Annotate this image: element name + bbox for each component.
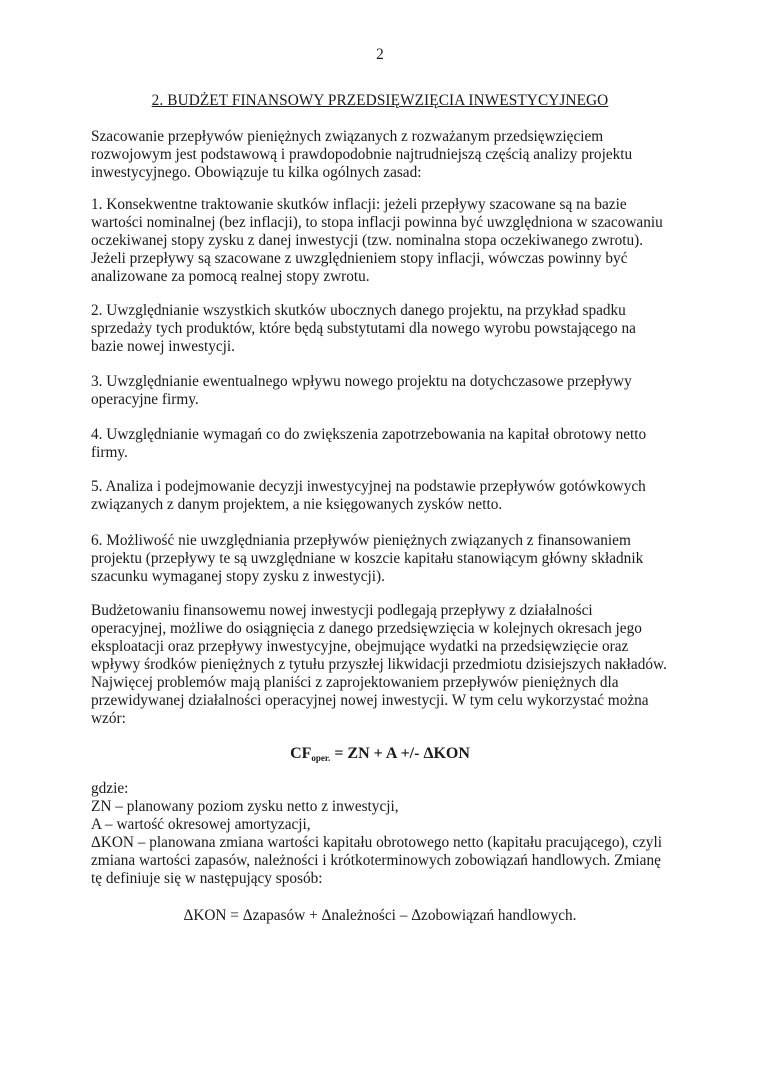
text-line: rozwojowym jest podstawową i prawdopodobnie najtrudniejszą częścią analizy projektu — [91, 146, 633, 163]
text-line: 2. Uwzględnianie wszystkich skutków ubocznych danego projektu, na przykład spadku — [91, 302, 626, 319]
text-line: tę definiuje się w następujący sposób: — [91, 870, 323, 887]
rule-3 — [91, 373, 681, 409]
text-line: oczekiwanej stopy zysku z danej inwestycji (tzw. nominalna stopa oczekiwanego zwrotu). — [91, 232, 644, 249]
text-line: wartości nominalnej (bez inflacji), to stopa inflacji powinna być uwzględniona w szacowaniu — [91, 214, 663, 231]
rule-2 — [91, 302, 681, 356]
cash-flow-formula — [0, 745, 760, 767]
budget-paragraph — [91, 602, 681, 728]
section-heading: 2. BUDŻET FINANSOWY PRZEDSIĘWZIĘCIA INWESTYCYJNEGO — [151, 92, 609, 109]
text-line: gdzie: — [91, 780, 129, 797]
text-line: operacyjnej, możliwe do osiągnięcia z danego przedsięwzięcia w kolejnych okresach jego — [91, 620, 642, 637]
text-line: Jeżeli przepływy są szacowane z uwzględnieniem stopy inflacji, wówczas powinny być — [91, 250, 628, 267]
text-line: szacunku wymaganej stopy zysku z inwestycji). — [91, 568, 385, 585]
page-number: 2 — [376, 46, 384, 63]
text-line: 6. Możliwość nie uwzględniania przepływów pieniężnych związanych z finansowaniem — [91, 532, 631, 549]
formula-lhs: CF — [290, 745, 312, 762]
text-line: projektu (przepływy te są uwzględniane w koszcie kapitału stanowiącym główny składnik — [91, 550, 644, 567]
rule-6 — [91, 532, 681, 586]
definitions — [91, 780, 681, 888]
text-line: Szacowanie przepływów pieniężnych związanych z rozważanym przedsięwzięciem — [91, 128, 604, 145]
text-line: wzór: — [91, 710, 126, 727]
text-line: 4. Uwzględnianie wymagań co do zwiększenia zapotrzebowania na kapitał obrotowy netto — [91, 426, 647, 443]
formula-lhs-subscript: oper. — [311, 753, 331, 763]
text-line: A – wartość okresowej amortyzacji, — [91, 816, 311, 833]
text-line: przewidywanej działalności operacyjnej nowej inwestycji. W tym celu wykorzystać można — [91, 692, 649, 709]
text-line: sprzedaży tych produktów, które będą substytutami dla nowego wyrobu powstającego na — [91, 320, 636, 337]
text-line: Budżetowaniu finansowemu nowej inwestycji podlegają przepływy z działalności — [91, 602, 593, 619]
text-line: ZN – planowany poziom zysku netto z inwestycji, — [91, 798, 399, 815]
delta-kon-formula: ΔKON = Δzapasów + Δnależności – Δzobowiązań handlowych. — [183, 907, 577, 924]
formula-rhs: = ZN + A +/- ΔKON — [330, 745, 470, 762]
text-line: bazie nowej inwestycji. — [91, 338, 235, 355]
text-line: ΔKON – planowana zmiana wartości kapitału obrotowego netto (kapitału pracującego), czyli — [91, 834, 662, 851]
text-line: firmy. — [91, 444, 128, 461]
text-line: 1. Konsekwentne traktowanie skutków inflacji: jeżeli przepływy szacowane są na bazie — [91, 196, 627, 213]
text-line: analizowane za pomocą realnej stopy zwrotu. — [91, 268, 370, 285]
text-line: inwestycyjnego. Obowiązuje tu kilka ogólnych zasad: — [91, 164, 422, 181]
text-line: 3. Uwzględnianie ewentualnego wpływu nowego projektu na dotychczasowe przepływy — [91, 373, 632, 390]
text-line: zmiana wartości zapasów, należności i krótkoterminowych zobowiązań handlowych. Zmianę — [91, 852, 661, 869]
rule-1 — [91, 196, 681, 286]
text-line: wpływy środków pieniężnych z tytułu przyszłej likwidacji przedmiotu dzisiejszych nakładów. — [91, 656, 667, 673]
text-line: 5. Analiza i podejmowanie decyzji inwestycyjnej na podstawie przepływów gotówkowych — [91, 478, 646, 495]
text-line: eksploatacji oraz przepływy inwestycyjne, obejmujące wydatki na przedsięwzięcie oraz — [91, 638, 629, 655]
rule-4 — [91, 426, 681, 462]
text-line: związanych z danym projektem, a nie księgowanych zysków netto. — [91, 496, 503, 513]
rule-5 — [91, 478, 681, 514]
text-line: operacyjne firmy. — [91, 391, 199, 408]
text-line: Najwięcej problemów mają planiści z zaprojektowaniem przepływów pieniężnych dla — [91, 674, 619, 691]
intro-paragraph — [91, 128, 681, 182]
